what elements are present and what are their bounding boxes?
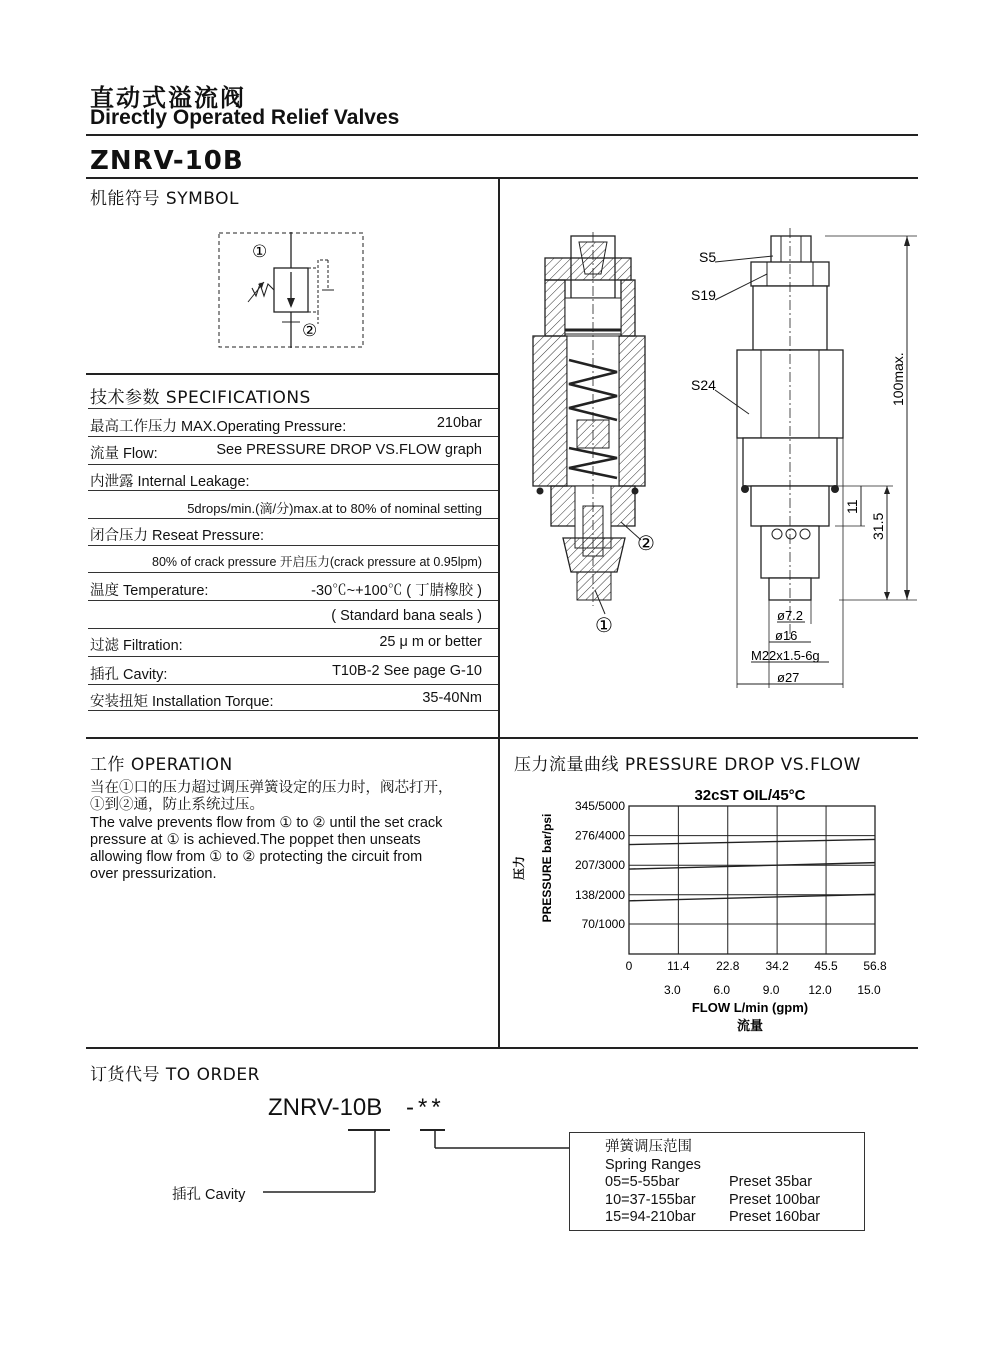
valve-drawing (505, 222, 925, 692)
header-rule (86, 134, 918, 136)
label-s5: S5 (699, 249, 717, 265)
x-tick-label-gpm: 15.0 (857, 983, 881, 997)
graph-heading: 压力流量曲线 PRESSURE DROP VS.FLOW (514, 755, 861, 775)
spring-title-cn: 弹簧调压范围 (605, 1139, 692, 1155)
x-tick-label: 22.8 (716, 959, 740, 973)
dim-length-max: 100max. (890, 352, 906, 406)
x-tick-label-gpm: 6.0 (713, 983, 731, 997)
x-label-en: FLOW L/min (gpm) (691, 1000, 809, 1015)
y-tick-label: 276/4000 (574, 828, 625, 843)
label-s24: S24 (691, 377, 716, 393)
y-tick-label: 138/2000 (574, 887, 625, 902)
dim-thread: M22x1.5-6g (751, 648, 820, 663)
model-rule (86, 177, 918, 179)
dim-d27: ø27 (777, 670, 800, 685)
specs-heading: 技术参数 SPECIFICATIONS (90, 388, 311, 408)
operation-heading: 工作 OPERATION (90, 755, 233, 775)
cavity-label: 插孔 Cavity (172, 1187, 246, 1203)
spring-title-en: Spring Ranges (605, 1156, 701, 1173)
title-chinese: 直动式溢流阀 (90, 84, 246, 112)
symbol-port-1: ① (252, 242, 268, 261)
series-line (629, 839, 875, 844)
column-divider (498, 178, 500, 1048)
y-tick-label: 207/3000 (574, 858, 625, 873)
x-tick-label: 11.4 (667, 959, 690, 973)
dim-d16: ø16 (775, 628, 798, 643)
cross-section-view (533, 232, 655, 637)
label-s19: S19 (691, 287, 716, 303)
pressure-flow-chart (505, 778, 915, 1040)
hydraulic-symbol (218, 232, 364, 348)
order-heading: 订货代号 TO ORDER (90, 1065, 260, 1085)
section-port-2: ② (637, 533, 655, 555)
series-line (629, 894, 875, 900)
outline-view (691, 228, 917, 688)
symbol-heading: 机能符号 SYMBOL (90, 189, 239, 209)
y-label-cn: 压力 (512, 855, 526, 881)
x-tick-label: 56.8 (863, 959, 887, 973)
dim-11: 11 (844, 499, 860, 514)
x-tick-label: 0 (625, 959, 633, 973)
chart-title: 32cST OIL/45°C (694, 787, 806, 804)
x-tick-label-gpm: 12.0 (808, 983, 832, 997)
x-tick-label-gpm: 3.0 (664, 983, 681, 997)
dim-d7-2: ø7.2 (777, 608, 804, 623)
section-port-1: ① (595, 615, 613, 637)
dim-31-5: 31.5 (870, 512, 886, 540)
order-suffix: -** (406, 1094, 445, 1121)
y-tick-label: 345/5000 (574, 799, 625, 813)
title-english: Directly Operated Relief Valves (90, 106, 400, 129)
model-number: ZNRV-10B (90, 146, 244, 176)
plot-frame (629, 806, 875, 954)
y-tick-label: 70/1000 (581, 916, 625, 931)
symbol-rule (86, 373, 500, 375)
y-label-en: PRESSURE bar/psi (540, 813, 554, 923)
x-tick-label: 45.5 (814, 959, 838, 973)
spring-ranges-box: 弹簧调压范围 Spring Ranges 05=5-55bar Preset 35bar 10=37-155bar Preset 100bar 15=94-210bar Preset 160bar (569, 1132, 865, 1231)
x-label-cn: 流量 (736, 1018, 764, 1033)
symbol-port-2: ② (302, 321, 318, 340)
order-code: ZNRV-10B (268, 1094, 383, 1121)
graph-rule (86, 1047, 918, 1049)
order-connectors (255, 1128, 575, 1198)
x-tick-label: 34.2 (765, 959, 789, 973)
x-tick-label-gpm: 9.0 (762, 983, 780, 997)
operation-text: 当在①口的压力超过调压弹簧设定的压力时，阀芯打开， ①到②通，防止系统过压。 The valve prevents flow from ① to ② until the set crack pressure at ① is achieved.The poppet then unseats allowing flow from ① to ② protecting the circuit from over pressurization. (90, 780, 453, 883)
specs-rule (86, 737, 918, 739)
series-line (629, 863, 875, 869)
